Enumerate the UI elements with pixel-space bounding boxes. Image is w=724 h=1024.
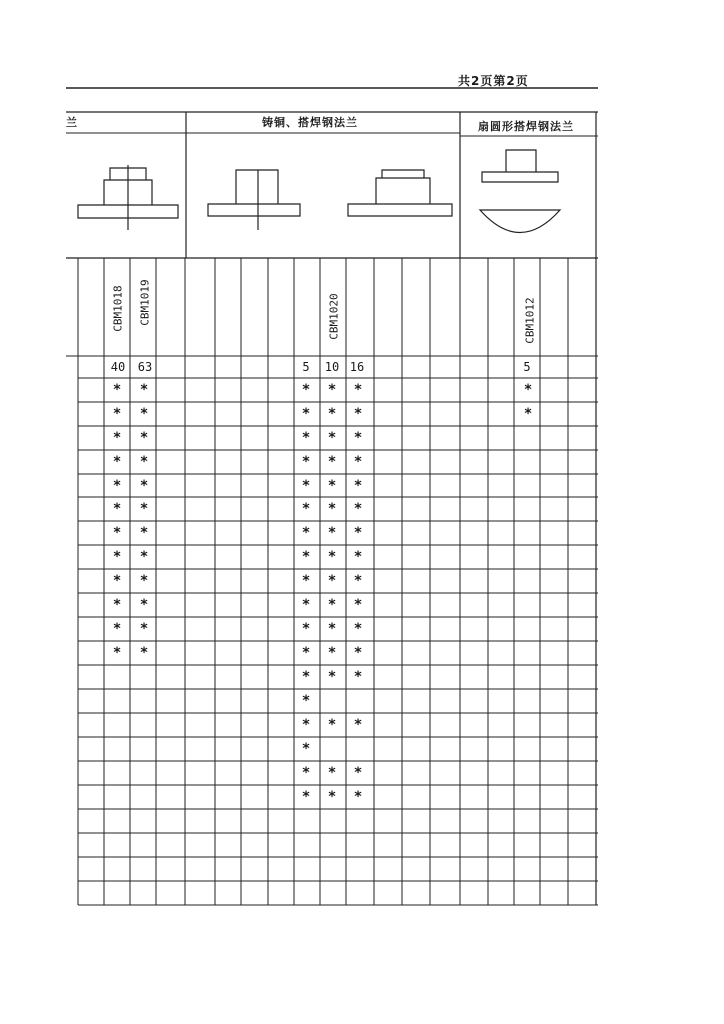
- mark-cbm1019: *: [140, 430, 148, 446]
- mark-cbm1020-16: *: [354, 789, 362, 805]
- mark-cbm1020-16: *: [354, 597, 362, 613]
- mark-cbm1020-16: *: [354, 717, 362, 733]
- mark-cbm1020-10: *: [328, 478, 336, 494]
- mark-cbm1019: *: [140, 406, 148, 422]
- mark-cbm1020-16: *: [354, 621, 362, 637]
- page-number: 共2页第2页: [458, 74, 529, 88]
- mark-cbm1019: *: [140, 382, 148, 398]
- lap-welded-flange-drawing-2: [348, 170, 452, 216]
- mark-cbm1020-16: *: [354, 645, 362, 661]
- mark-cbm1020-16: *: [354, 478, 362, 494]
- mark-cbm1020-5: *: [302, 789, 310, 805]
- mark-cbm1020-10: *: [328, 430, 336, 446]
- pressure-5: 5: [302, 360, 310, 374]
- mark-cbm1019: *: [140, 549, 148, 565]
- mark-cbm1018: *: [113, 382, 121, 398]
- mark-cbm1020-10: *: [328, 525, 336, 541]
- mark-cbm1020-16: *: [354, 573, 362, 589]
- mark-cbm1020-10: *: [328, 621, 336, 637]
- mark-cbm1018: *: [113, 406, 121, 422]
- mark-cbm1020-10: *: [328, 406, 336, 422]
- mark-cbm1020-16: *: [354, 525, 362, 541]
- pressure-63: 63: [137, 360, 153, 374]
- mark-cbm1019: *: [140, 478, 148, 494]
- mark-cbm1020-5: *: [302, 597, 310, 613]
- mark-cbm1020-5: *: [302, 765, 310, 781]
- mark-cbm1020-5: *: [302, 669, 310, 685]
- mark-cbm1018: *: [113, 621, 121, 637]
- mark-cbm1018: *: [113, 645, 121, 661]
- mark-cbm1020-5: *: [302, 741, 310, 757]
- mark-cbm1019: *: [140, 645, 148, 661]
- mark-cbm1020-10: *: [328, 454, 336, 470]
- sector-flange-drawing: [480, 150, 560, 233]
- mark-cbm1020-5: *: [302, 549, 310, 565]
- mark-cbm1020-5: *: [302, 645, 310, 661]
- pressure-5-sector: 5: [523, 360, 531, 374]
- mark-cbm1020-10: *: [328, 549, 336, 565]
- mark-cbm1019: *: [140, 573, 148, 589]
- mark-cbm1018: *: [113, 430, 121, 446]
- mark-cbm1018: *: [113, 525, 121, 541]
- section-title-sector-lap-welded: 扇圆形搭焊钢法兰: [478, 120, 574, 133]
- mark-cbm1019: *: [140, 525, 148, 541]
- code-cbm1020: CBM1020: [327, 293, 341, 340]
- mark-cbm1020-16: *: [354, 430, 362, 446]
- mark-cbm1020-10: *: [328, 597, 336, 613]
- code-cbm1018: CBM1018: [111, 285, 125, 332]
- mark-cbm1020-16: *: [354, 549, 362, 565]
- mark-cbm1020-10: *: [328, 789, 336, 805]
- mark-cbm1020-16: *: [354, 501, 362, 517]
- mark-cbm1019: *: [140, 501, 148, 517]
- mark-cbm1020-16: *: [354, 406, 362, 422]
- mark-cbm1020-5: *: [302, 430, 310, 446]
- mark-cbm1018: *: [113, 573, 121, 589]
- mark-cbm1020-5: *: [302, 406, 310, 422]
- mark-cbm1020-10: *: [328, 765, 336, 781]
- mark-cbm1012: *: [524, 406, 532, 422]
- mark-cbm1020-5: *: [302, 501, 310, 517]
- mark-cbm1020-10: *: [328, 382, 336, 398]
- section-title-partial: 兰: [66, 116, 78, 129]
- mark-cbm1019: *: [140, 454, 148, 470]
- pressure-40: 40: [110, 360, 126, 374]
- mark-cbm1020-10: *: [328, 501, 336, 517]
- lap-welded-flange-drawing-1: [208, 170, 300, 230]
- mark-cbm1020-5: *: [302, 717, 310, 733]
- mark-cbm1020-10: *: [328, 645, 336, 661]
- pressure-16: 16: [349, 360, 365, 374]
- mark-cbm1020-10: *: [328, 717, 336, 733]
- mark-cbm1020-10: *: [328, 573, 336, 589]
- mark-cbm1020-16: *: [354, 454, 362, 470]
- mark-cbm1019: *: [140, 621, 148, 637]
- pressure-10: 10: [324, 360, 340, 374]
- mark-cbm1020-5: *: [302, 573, 310, 589]
- mark-cbm1020-5: *: [302, 478, 310, 494]
- mark-cbm1020-5: *: [302, 693, 310, 709]
- mark-cbm1018: *: [113, 501, 121, 517]
- mark-cbm1020-5: *: [302, 382, 310, 398]
- mark-cbm1018: *: [113, 549, 121, 565]
- mark-cbm1018: *: [113, 454, 121, 470]
- code-cbm1019: CBM1019: [138, 279, 152, 326]
- section-title-cast-copper-lap-welded: 铸铜、搭焊钢法兰: [262, 116, 358, 129]
- mark-cbm1020-5: *: [302, 621, 310, 637]
- mark-cbm1020-16: *: [354, 765, 362, 781]
- mark-cbm1020-16: *: [354, 669, 362, 685]
- code-cbm1012: CBM1012: [523, 297, 537, 344]
- mark-cbm1020-5: *: [302, 454, 310, 470]
- mark-cbm1018: *: [113, 478, 121, 494]
- mark-cbm1020-5: *: [302, 525, 310, 541]
- mark-cbm1020-16: *: [354, 382, 362, 398]
- mark-cbm1019: *: [140, 597, 148, 613]
- welding-neck-flange-drawing: [78, 165, 178, 230]
- mark-cbm1018: *: [113, 597, 121, 613]
- mark-cbm1020-10: *: [328, 669, 336, 685]
- mark-cbm1012: *: [524, 382, 532, 398]
